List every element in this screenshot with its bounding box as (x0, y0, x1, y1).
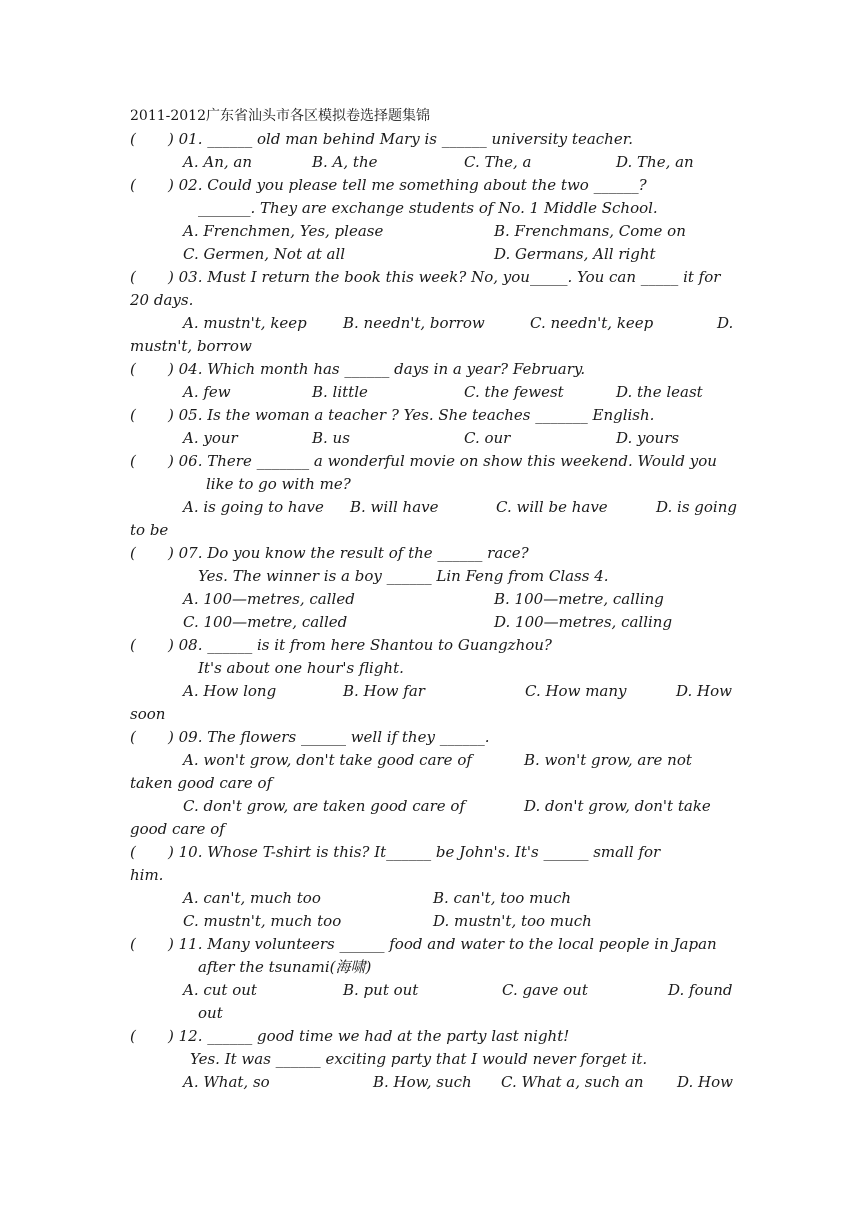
option-d: D. yours (616, 429, 680, 447)
answer-bracket: ( (130, 452, 136, 470)
document-title: 2011-2012广东省汕头市各区模拟卷选择题集锦 (130, 108, 430, 124)
option-c: C. our (464, 429, 511, 447)
option-b: B. won't grow, are not (524, 751, 692, 769)
option-a: A. few (183, 383, 231, 401)
option-c: C. The, a (464, 153, 532, 171)
option-d: D. the least (616, 383, 703, 401)
answer-bracket: ( (130, 843, 136, 861)
question-09-wrap1: taken good care of (130, 774, 273, 792)
option-b: B. How, such (373, 1073, 472, 1091)
option-c: C. How many (525, 682, 627, 700)
option-d: D. is going (656, 498, 737, 516)
option-a: A. won't grow, don't take good care of (183, 751, 472, 769)
answer-bracket: ( (130, 360, 136, 378)
option-a: A. How long (183, 682, 277, 700)
question-text: ) 01. ______ old man behind Mary is ______ university teacher. (168, 130, 633, 148)
question-12-response: Yes. It was ______ exciting party that I would never forget it. (190, 1050, 648, 1068)
answer-bracket: ( (130, 268, 136, 286)
question-text: ) 12. ______ good time we had at the party last night! (168, 1027, 570, 1045)
option-c: C. What a, such an (501, 1073, 644, 1091)
question-03-wrap: 20 days. (130, 291, 194, 309)
question-07-response: Yes. The winner is a boy ______ Lin Feng from Class 4. (198, 567, 609, 585)
answer-bracket: ( (130, 935, 136, 953)
question-08-response: It's about one hour's flight. (198, 659, 404, 677)
option-a: A. is going to have (183, 498, 324, 516)
question-text: ) 08. ______ is it from here Shantou to Guangzhou? (168, 636, 552, 654)
answer-bracket: ( (130, 1027, 136, 1045)
option-d: D. (717, 314, 734, 332)
option-b: B. A, the (312, 153, 378, 171)
option-a: A. your (183, 429, 238, 447)
option-a: A. Frenchmen, Yes, please (183, 222, 384, 240)
option-a: A. An, an (183, 153, 253, 171)
question-03-options-wrap: mustn't, borrow (130, 337, 252, 355)
option-b: B. Frenchmans, Come on (494, 222, 686, 240)
option-a: A. What, so (183, 1073, 270, 1091)
option-d: D. Germans, All right (494, 245, 656, 263)
answer-bracket: ( (130, 728, 136, 746)
answer-bracket: ( (130, 406, 136, 424)
option-d: D. don't grow, don't take (524, 797, 711, 815)
option-b: B. will have (350, 498, 439, 516)
option-b: B. needn't, borrow (343, 314, 485, 332)
option-d: D. mustn't, too much (433, 912, 592, 930)
option-c: C. will be have (496, 498, 608, 516)
question-text: ) 06. There _______ a wonderful movie on show this weekend. Would you (168, 452, 717, 470)
option-b: B. 100—metre, calling (494, 590, 664, 608)
option-b: B. little (312, 383, 368, 401)
option-d: D. How (676, 682, 732, 700)
option-a: A. 100—metres, called (183, 590, 355, 608)
question-text: ) 10. Whose T-shirt is this? It______ be John's. It's ______ small for (168, 843, 661, 861)
option-a: A. cut out (183, 981, 257, 999)
option-d: D. found (668, 981, 733, 999)
option-c: C. the fewest (464, 383, 564, 401)
option-b: B. How far (343, 682, 425, 700)
question-text: ) 11. Many volunteers ______ food and water to the local people in Japan (168, 935, 717, 953)
option-c: C. needn't, keep (530, 314, 654, 332)
option-c: C. 100—metre, called (183, 613, 348, 631)
answer-bracket: ( (130, 176, 136, 194)
question-text: ) 07. Do you know the result of the ______ race? (168, 544, 529, 562)
option-b: B. us (312, 429, 350, 447)
option-d: D. 100—metres, calling (494, 613, 673, 631)
question-text: ) 03. Must I return the book this week? No, you_____. You can _____ it for (168, 268, 721, 286)
option-d: D. How (677, 1073, 733, 1091)
question-09-wrap2: good care of (130, 820, 225, 838)
question-02-response: _______. They are exchange students of No. 1 Middle School. (198, 199, 658, 217)
question-11-options-wrap: out (198, 1004, 223, 1022)
question-text: ) 04. Which month has ______ days in a year? February. (168, 360, 586, 378)
option-c: C. don't grow, are taken good care of (183, 797, 465, 815)
question-08-options-wrap: soon (130, 705, 166, 723)
option-c: C. gave out (502, 981, 588, 999)
question-text: ) 05. Is the woman a teacher ? Yes. She teaches _______ English. (168, 406, 655, 424)
question-text: ) 02. Could you please tell me something about the two ______? (168, 176, 647, 194)
option-b: B. can't, too much (433, 889, 572, 907)
option-a: A. can't, much too (183, 889, 321, 907)
question-06-options-wrap: to be (130, 521, 169, 539)
option-c: C. mustn't, much too (183, 912, 342, 930)
option-c: C. Germen, Not at all (183, 245, 346, 263)
answer-bracket: ( (130, 544, 136, 562)
answer-bracket: ( (130, 130, 136, 148)
option-d: D. The, an (616, 153, 694, 171)
question-11-line2: after the tsunami(海啸) (198, 958, 372, 976)
answer-bracket: ( (130, 636, 136, 654)
question-06-line2: like to go with me? (206, 475, 351, 493)
option-b: B. put out (343, 981, 419, 999)
question-10-wrap: him. (130, 866, 164, 884)
question-text: ) 09. The flowers ______ well if they ______. (168, 728, 490, 746)
option-a: A. mustn't, keep (183, 314, 307, 332)
